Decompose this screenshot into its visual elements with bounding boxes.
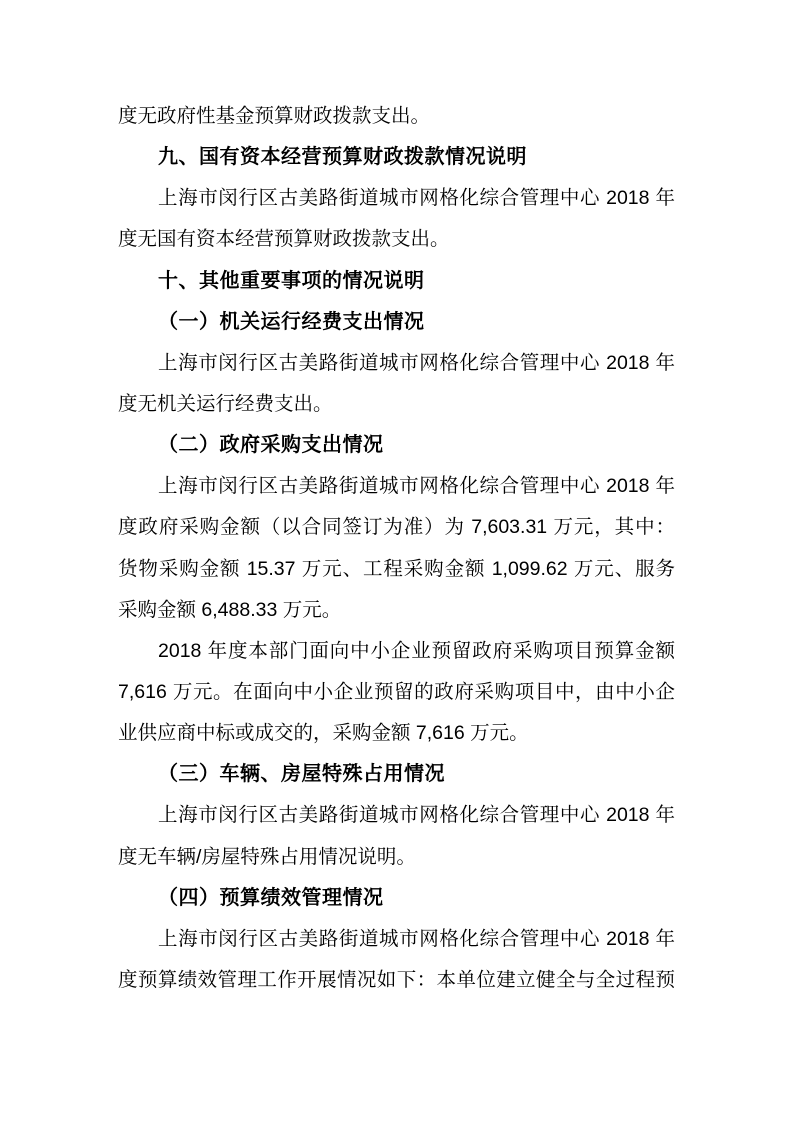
heading-line: （四）预算绩效管理情况 <box>158 886 384 909</box>
section-heading <box>118 261 675 302</box>
text-line: 上海市闵行区古美路街道城市网格化综合管理中心 2018 年 <box>158 351 675 374</box>
text-line: 度预算绩效管理工作开展情况如下：本单位建立健全与全过程预 <box>118 968 675 991</box>
text-line: 货物采购金额 15.37 万元、工程采购金额 1,099.62 万元、服务 <box>118 557 675 580</box>
body-paragraph <box>118 919 675 1001</box>
text-line: 度无国有资本经营预算财政拨款支出。 <box>118 228 450 251</box>
section-heading <box>118 425 675 466</box>
heading-line: （二）政府采购支出情况 <box>158 434 384 457</box>
text-line: 上海市闵行区古美路街道城市网格化综合管理中心 2018 年 <box>158 475 675 498</box>
section-heading <box>118 302 675 343</box>
body-paragraph <box>118 178 675 260</box>
text-line: 度无政府性基金预算财政拨款支出。 <box>118 105 431 127</box>
text-line: 业供应商中标或成交的，采购金额 7,616 万元。 <box>118 722 529 745</box>
section-heading <box>118 878 675 919</box>
document-content <box>118 96 675 1001</box>
body-paragraph <box>118 631 675 754</box>
heading-line: 九、国有资本经营预算财政拨款情况说明 <box>158 146 527 169</box>
body-paragraph <box>118 343 675 425</box>
heading-line: （一）机关运行经费支出情况 <box>158 310 425 333</box>
text-line: 度无机关运行经费支出。 <box>118 392 333 415</box>
text-line: 采购金额 6,488.33 万元。 <box>118 598 342 621</box>
text-line: 上海市闵行区古美路街道城市网格化综合管理中心 2018 年 <box>158 927 675 950</box>
text-line: 上海市闵行区古美路街道城市网格化综合管理中心 2018 年 <box>158 804 675 827</box>
body-paragraph <box>118 466 675 631</box>
text-line: 7,616 万元。在面向中小企业预留的政府采购项目中，由中小企 <box>118 680 675 703</box>
section-heading <box>118 137 675 178</box>
text-line: 2018 年度本部门面向中小企业预留政府采购项目预算金额 <box>158 639 675 662</box>
text-line: 度政府采购金额（以合同签订为准）为 7,603.31 万元，其中： <box>118 516 675 539</box>
heading-line: （三）车辆、房屋特殊占用情况 <box>158 763 445 786</box>
text-line: 上海市闵行区古美路街道城市网格化综合管理中心 2018 年 <box>158 187 675 210</box>
text-line: 度无车辆/房屋特殊占用情况说明。 <box>118 845 416 868</box>
body-paragraph <box>118 96 675 137</box>
section-heading <box>118 754 675 795</box>
body-paragraph <box>118 795 675 877</box>
heading-line: 十、其他重要事项的情况说明 <box>158 269 425 292</box>
